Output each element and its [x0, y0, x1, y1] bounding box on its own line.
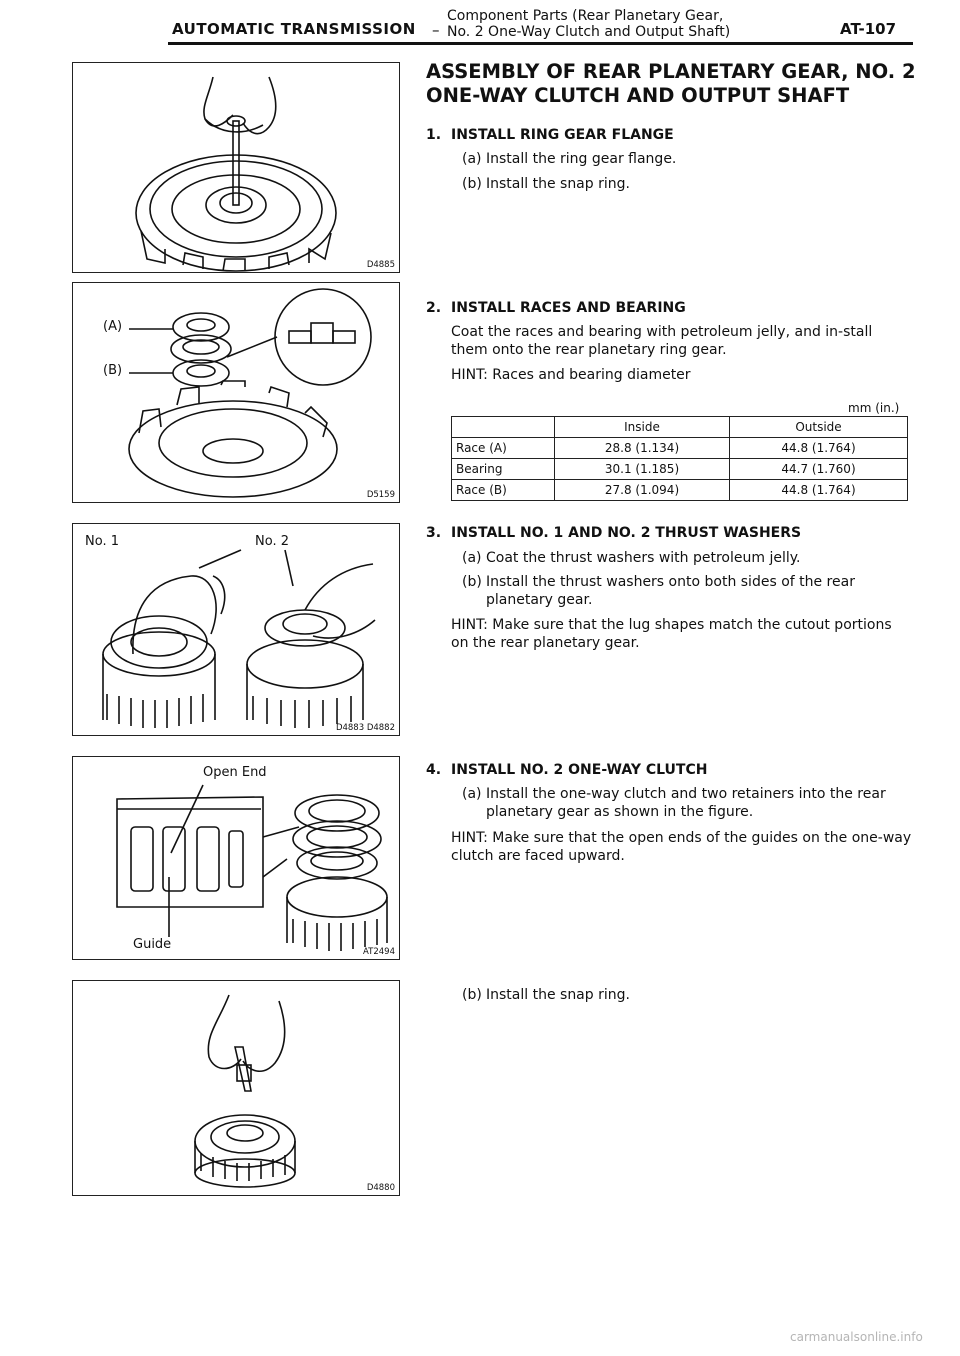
table-row: [452, 459, 908, 480]
page-title-line2: ONE-WAY CLUTCH AND OUTPUT SHAFT: [426, 84, 850, 107]
step-2-heading: INSTALL RACES AND BEARING: [451, 300, 686, 316]
table-cell: 27.8 (1.094): [555, 480, 730, 501]
sub-text: Install the snap ring.: [486, 987, 630, 1003]
table-row: [452, 438, 908, 459]
label-race-a: (A): [103, 319, 123, 334]
label-guide: Guide: [133, 937, 172, 952]
sub-text: Install the one-way clutch and two retainers into the rear planetary gear as shown in the figure.: [486, 786, 886, 820]
step-2-body: Coat the races and bearing with petroleum jelly, and in-stall them onto the rear planetary ring gear.: [451, 324, 873, 358]
step-1-number: 1.: [426, 127, 442, 143]
table-row: [452, 480, 908, 501]
step-3-hint: HINT: Make sure that the lug shapes match the cutout portions on the rear planetary gear.: [451, 617, 892, 651]
step-4-hint: HINT: Make sure that the open ends of the guides on the one-way clutch are faced upward.: [451, 830, 912, 864]
table-cell: 44.7 (1.760): [730, 459, 908, 480]
sub-text: Install the snap ring.: [486, 176, 630, 192]
table-cell: 44.8 (1.764): [730, 438, 908, 459]
step-2-number: 2.: [426, 300, 442, 316]
table-cell: Bearing: [452, 459, 555, 480]
label-race-b: (B): [103, 363, 123, 378]
page-number: AT-107: [840, 20, 897, 38]
label-no1: No. 1: [85, 534, 119, 549]
table-cell: Race (A): [452, 438, 555, 459]
page-title: [426, 60, 916, 108]
table-cell: 28.8 (1.134): [555, 438, 730, 459]
sub-letter: (a): [462, 151, 482, 167]
races-bearing-illustration: [73, 283, 399, 502]
sub-text: Install the ring gear flange.: [486, 151, 677, 167]
header-subtitle-line2: No. 2 One-Way Clutch and Output Shaft): [447, 24, 731, 40]
figure-races-bearing: [72, 282, 400, 503]
thrust-washers-illustration: [73, 524, 399, 735]
diameter-table: [451, 416, 908, 501]
header-section-title: AUTOMATIC TRANSMISSION: [172, 20, 416, 38]
sub-letter: (a): [462, 550, 482, 566]
label-open-end: Open End: [203, 765, 267, 780]
table-header-cell: Inside: [555, 417, 730, 438]
table-header-cell: Outside: [730, 417, 908, 438]
label-no2: No. 2: [255, 534, 289, 549]
table-cell: 30.1 (1.185): [555, 459, 730, 480]
table-header-row: [452, 417, 908, 438]
figure-code: AT2494: [363, 947, 395, 957]
sub-letter: (b): [462, 176, 482, 192]
step-3-heading: INSTALL NO. 1 AND NO. 2 THRUST WASHERS: [451, 525, 802, 541]
ring-gear-flange-illustration: [73, 63, 399, 272]
figure-code: D4883 D4882: [335, 723, 395, 733]
figure-thrust-washers: [72, 523, 400, 736]
watermark: carmanualsonline.info: [790, 1330, 923, 1344]
table-cell: Race (B): [452, 480, 555, 501]
header-subtitle: [447, 8, 730, 40]
sub-letter: (a): [462, 786, 482, 802]
figure-ring-gear-flange: [72, 62, 400, 273]
step-3-sub-a: [462, 549, 912, 567]
sub-text: Install the thrust washers onto both sides of the rear planetary gear.: [486, 574, 855, 608]
step-4-heading: INSTALL NO. 2 ONE-WAY CLUTCH: [451, 762, 708, 778]
sub-letter: (b): [462, 574, 482, 590]
step-2-hint: HINT: Races and bearing diameter: [451, 367, 691, 383]
step-1-heading: INSTALL RING GEAR FLANGE: [451, 127, 674, 143]
table-header-cell: [452, 417, 555, 438]
step-1-sub-b: [462, 175, 912, 193]
one-way-clutch-illustration: [73, 757, 399, 959]
figure-code: D4880: [366, 1183, 395, 1193]
header-dash: –: [432, 21, 440, 39]
header-subtitle-line1: Component Parts (Rear Planetary Gear,: [447, 8, 724, 24]
page-title-line1: ASSEMBLY OF REAR PLANETARY GEAR, NO. 2: [426, 60, 916, 83]
figure-code: D5159: [366, 490, 395, 500]
table-cell: 44.8 (1.764): [730, 480, 908, 501]
sub-text: Coat the thrust washers with petroleum jelly.: [486, 550, 801, 566]
figure-snap-ring: [72, 980, 400, 1196]
step-4-sub-a: [462, 785, 912, 821]
step-1-sub-a: [462, 150, 912, 168]
step-4-number: 4.: [426, 762, 442, 778]
header-rule: [168, 42, 913, 45]
snap-ring-illustration: [73, 981, 399, 1195]
step-3-sub-b: [462, 573, 912, 609]
step-4-sub-b: [462, 986, 912, 1004]
table-unit: mm (in.): [848, 401, 900, 415]
figure-code: D4885: [366, 260, 395, 270]
figure-one-way-clutch: [72, 756, 400, 960]
step-3-number: 3.: [426, 525, 442, 541]
sub-letter: (b): [462, 987, 482, 1003]
